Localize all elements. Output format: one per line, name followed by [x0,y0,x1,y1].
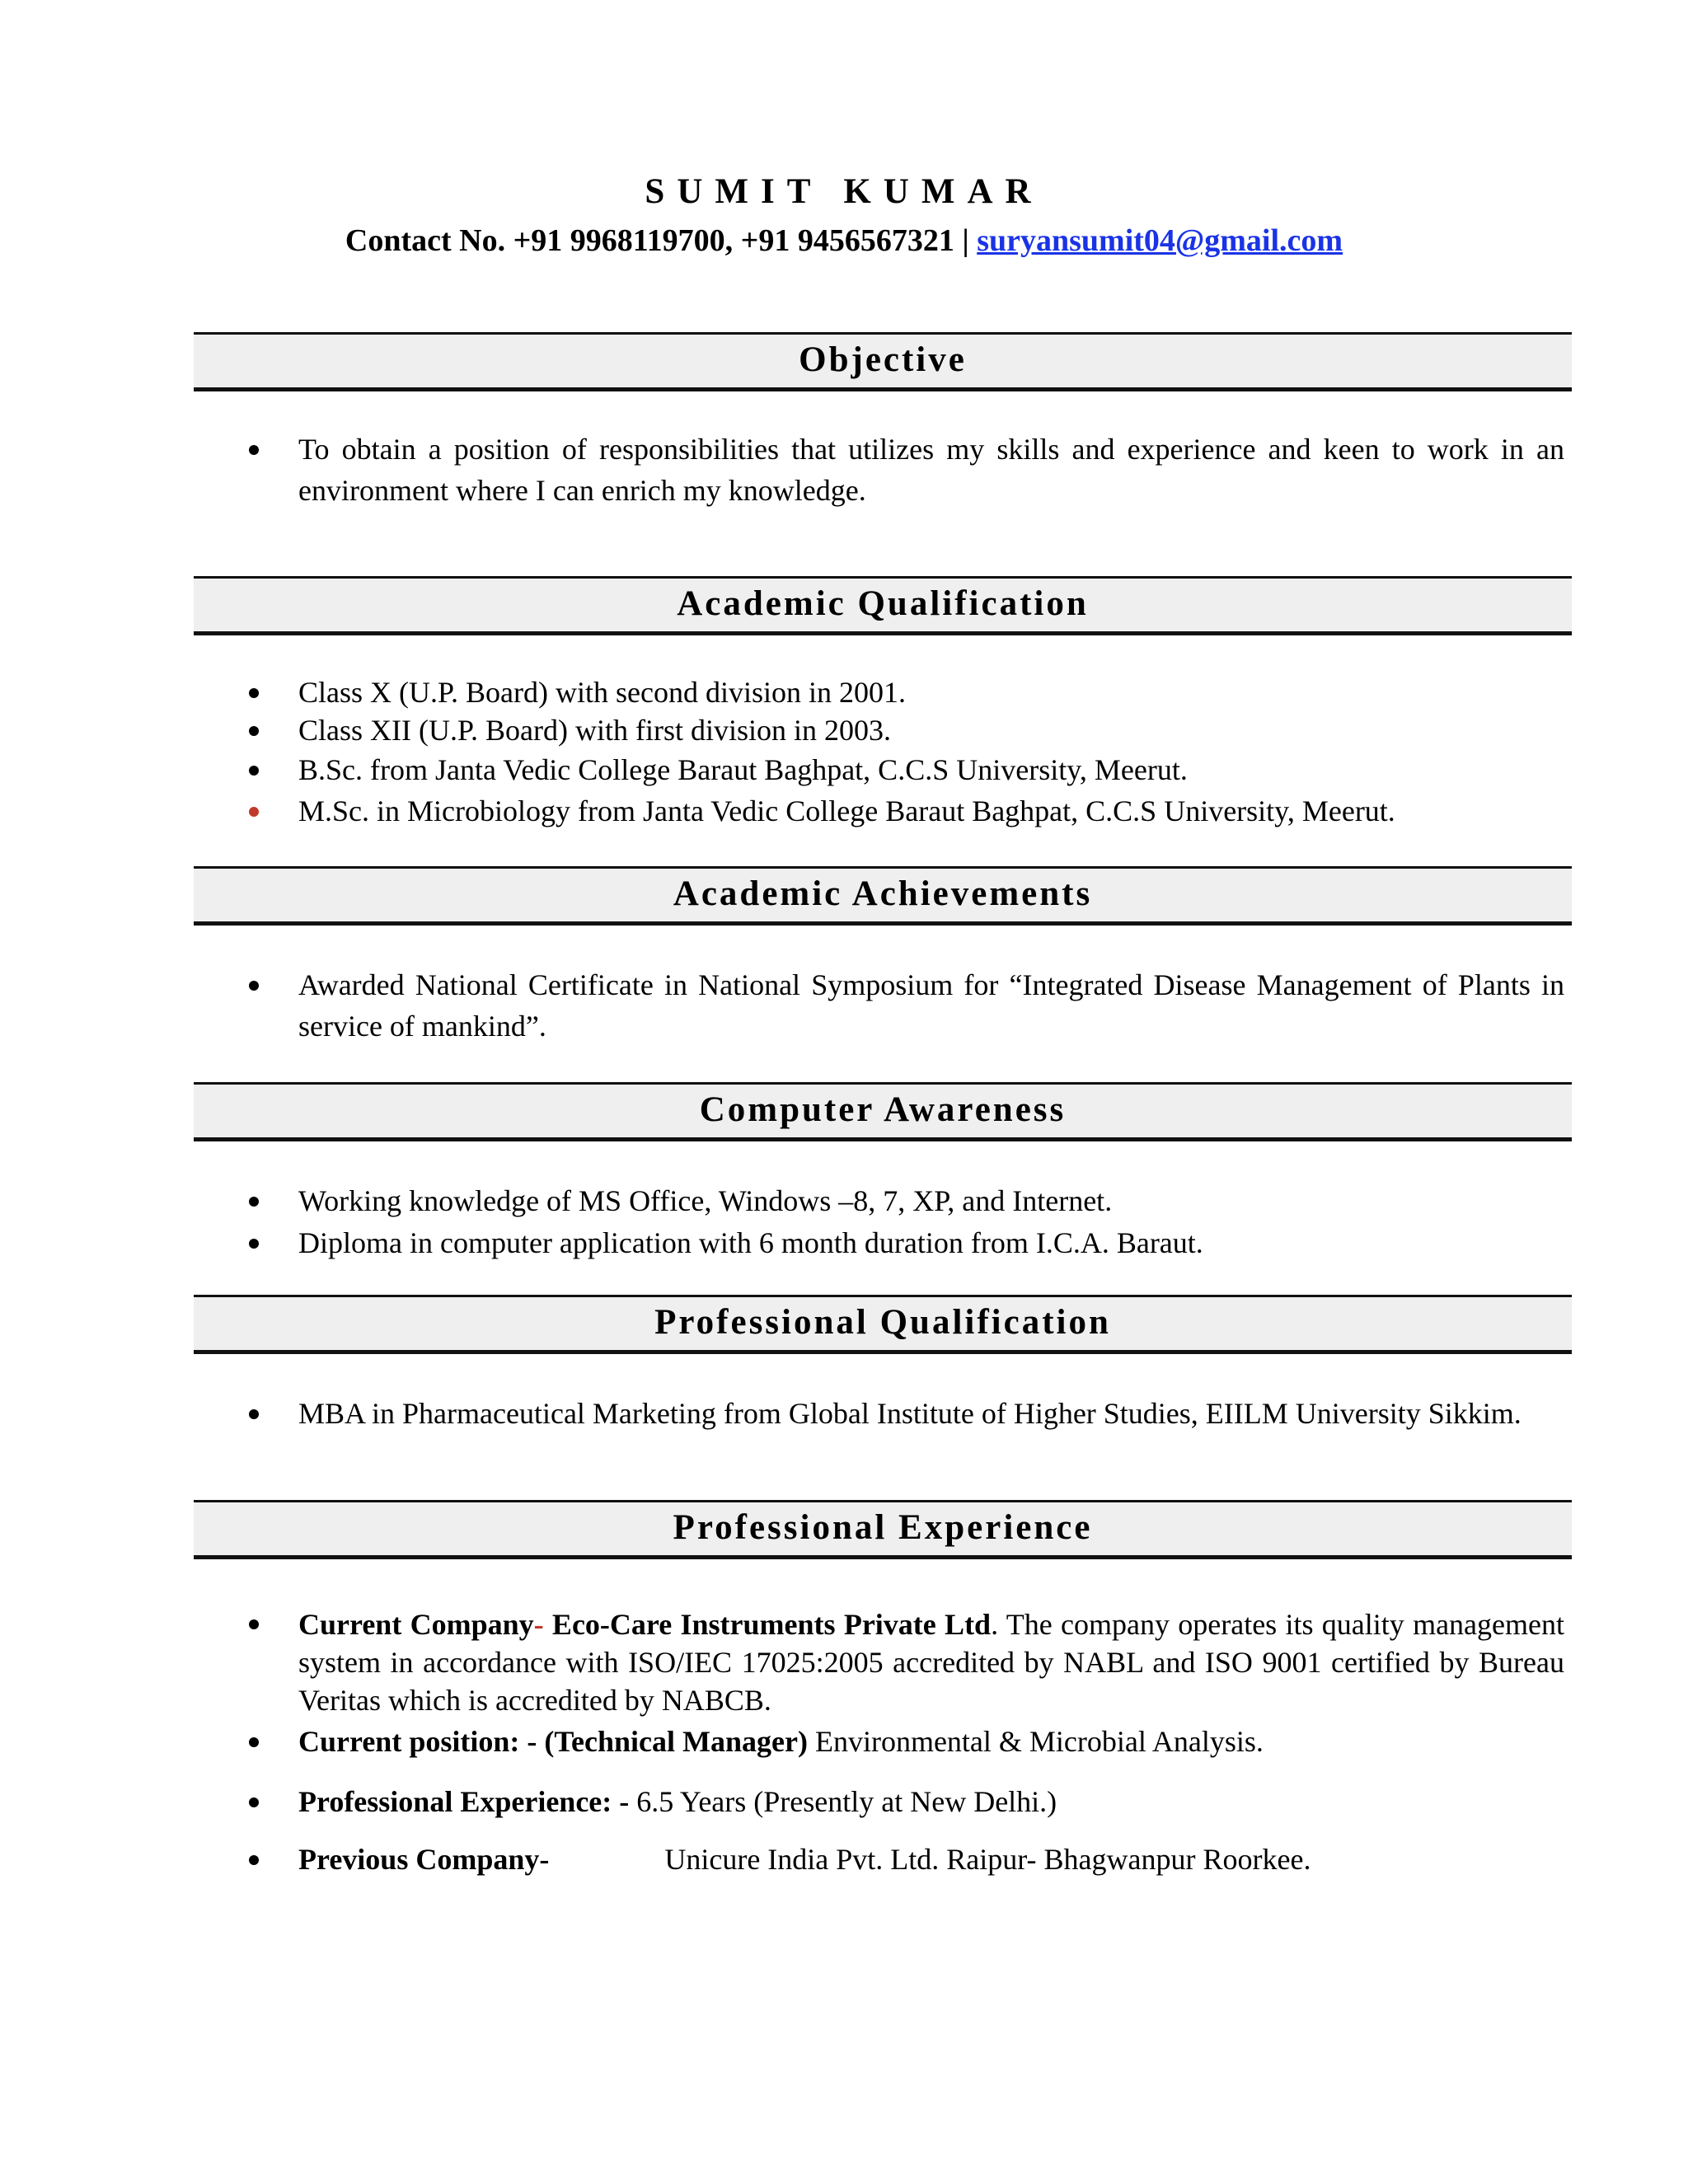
list-item-text: Working knowledge of MS Office, Windows –8, 7, XP, and Internet. [298,1184,1113,1217]
list-item-text: Class XII (U.P. Board) with first division in 2003. [298,714,891,747]
list-item [0,672,1688,710]
list-item-text: M.Sc. in Microbiology from Janta Vedic College Baraut Baghpat, C.C.S University, Meerut. [298,794,1395,827]
computer-list [0,1180,1688,1264]
list-item [0,749,1688,790]
section-header-computer: Computer Awareness [194,1082,1572,1141]
list-item [0,790,1688,832]
current-position-label: Current position: - (Technical Manager) [298,1725,808,1758]
list-item [0,1781,1688,1839]
candidate-name: SUMIT KUMAR [645,172,1043,211]
contact-phones: Contact No. +91 9968119700, +91 9456567321 | [345,223,978,258]
list-item [0,964,1688,1050]
list-item [0,429,1688,514]
achievements-list [0,964,1688,1050]
previous-company-label: Previous Company- [298,1843,550,1876]
bullet-icon [249,1855,259,1865]
experience-duration-label: Professional Experience: - [298,1785,630,1818]
section-header-achievements: Academic Achievements [194,866,1572,926]
list-item-text: Class X (U.P. Board) with second division in 2001. [298,676,906,709]
list-item-text: Diploma in computer application with 6 month duration from I.C.A. Baraut. [298,1226,1203,1259]
bullet-icon [249,981,259,991]
list-item-text: B.Sc. from Janta Vedic College Baraut Baghpat, C.C.S University, Meerut. [298,753,1188,786]
list-item [0,710,1688,749]
current-company-name: Eco-Care Instruments Private Ltd [543,1608,992,1641]
bullet-icon [249,807,259,817]
bullet-icon [249,1239,259,1249]
experience-duration-value: 6.5 Years (Presently at New Delhi.) [629,1785,1057,1818]
list-item-text: MBA in Pharmaceutical Marketing from Global Institute of Higher Studies, EIILM University Sikkim. [298,1397,1522,1430]
experience-list [0,1605,1688,1888]
bullet-icon [249,445,259,455]
bullet-icon [249,688,259,698]
section-header-objective: Objective [194,332,1572,391]
list-item [0,1839,1688,1888]
bullet-icon [249,726,259,736]
bullet-icon [249,1197,259,1207]
current-company-text [298,1605,1564,1719]
email-link[interactable]: suryansumit04@gmail.com [977,223,1343,258]
list-item [0,1222,1688,1264]
list-item-text: Awarded National Certificate in National Symposium for “Integrated Disease Management of Plants in service of mankind”. [298,968,1564,1043]
section-header-experience: Professional Experience [194,1500,1572,1559]
current-position-text [298,1721,1564,1762]
current-company-dash: - [533,1608,544,1641]
section-header-academic: Academic Qualification [194,576,1572,635]
objective-list [0,429,1688,514]
list-item [0,1605,1688,1721]
current-position-value: Environmental & Microbial Analysis. [807,1725,1264,1758]
contact-line [0,223,1688,259]
academic-list [0,672,1688,832]
bullet-icon [249,1797,259,1807]
current-company-description: . The company operates its quality management system in accordance with ISO/IEC 17025:2005 accredited by NABL and ISO 9001 certified by Bureau Veritas which is accredited by NABCB. [298,1608,1564,1717]
list-item [0,1393,1688,1479]
list-item [0,1721,1688,1781]
professional-qualification-list [0,1393,1688,1479]
experience-duration-text [298,1781,1564,1822]
previous-company-value: Unicure India Pvt. Ltd. Raipur- Bhagwanpur Roorkee. [664,1843,1311,1876]
bullet-icon [249,766,259,776]
section-header-professional-qualification: Professional Qualification [194,1295,1572,1354]
current-company-label: Current Company [298,1608,534,1641]
bullet-icon [249,1737,259,1747]
list-item [0,1180,1688,1222]
list-item-text: To obtain a position of responsibilities that utilizes my skills and experience and keen to work in an environment where I can enrich my knowledge. [298,433,1564,507]
previous-company-text [298,1839,1564,1880]
bullet-icon [249,1619,259,1629]
bullet-icon [249,1409,259,1419]
